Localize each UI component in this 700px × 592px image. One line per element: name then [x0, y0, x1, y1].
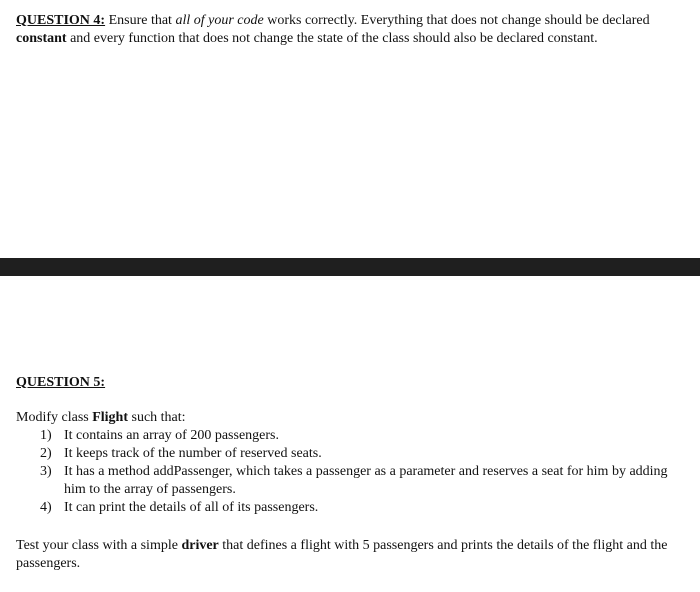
question-5-outro-post: that defines a flight with 5 passengers and prints the details of the flight and the passengers.	[16, 538, 668, 571]
list-item-text: It keeps track of the number of reserved seats.	[64, 446, 322, 461]
question-4-label: QUESTION 4:	[16, 13, 106, 28]
list-item	[40, 463, 680, 499]
question-5-driver-instructions	[16, 537, 691, 573]
question-4-text-3: and every function that does not change the state of the class should also be declared constant.	[66, 31, 598, 46]
question-4-paragraph	[16, 12, 686, 48]
list-item	[40, 499, 680, 517]
question-5-intro-post: such that:	[128, 410, 186, 425]
page-divider-bar	[0, 258, 700, 276]
question-5-intro-pre: Modify class	[16, 410, 93, 425]
list-item	[40, 445, 680, 463]
question-5-intro	[16, 409, 186, 427]
list-item-number: 1)	[40, 428, 52, 443]
list-item-number: 3)	[40, 464, 52, 479]
question-4-text-1: Ensure that	[105, 13, 176, 28]
question-5-requirements-list	[40, 427, 680, 517]
question-5-class-name: Flight	[92, 410, 128, 425]
list-item-number: 4)	[40, 500, 52, 515]
list-item-text: It can print the details of all of its passengers.	[64, 500, 319, 515]
question-4-bold-constant: constant	[16, 31, 67, 46]
list-item-number: 2)	[40, 446, 52, 461]
question-4-italic-text: all of your code	[175, 13, 264, 28]
question-5-driver-word: driver	[181, 538, 219, 553]
list-item	[40, 427, 680, 445]
list-item-text: It contains an array of 200 passengers.	[64, 428, 279, 443]
question-5-label: QUESTION 5:	[16, 375, 106, 390]
question-4-text-2: works correctly. Everything that does not change should be declared	[263, 13, 650, 28]
list-item-text: It has a method addPassenger, which takes a passenger as a parameter and reserves a seat for him by adding him to the array of passengers.	[64, 464, 668, 497]
question-5-outro-pre: Test your class with a simple	[16, 538, 182, 553]
